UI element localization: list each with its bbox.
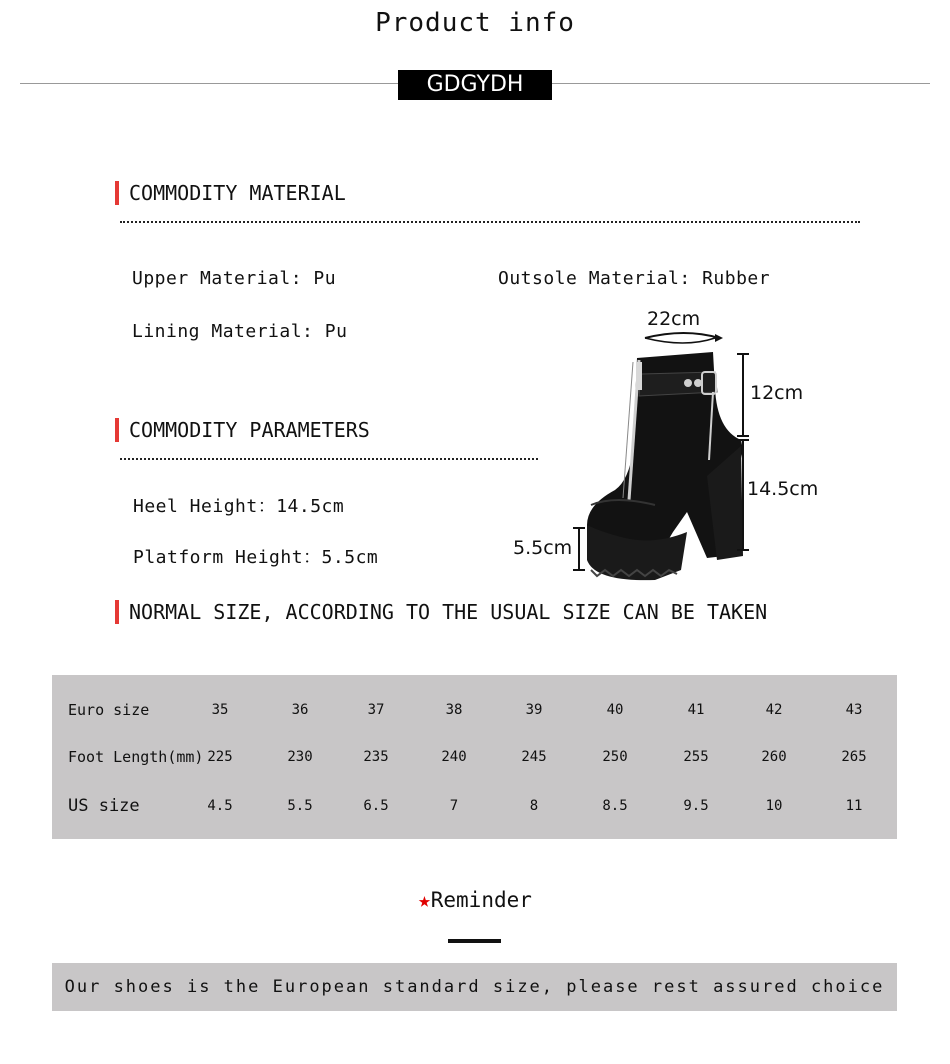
upper-material: Upper Material: Pu bbox=[132, 268, 337, 289]
platform-height: Platform Height：5.5cm bbox=[133, 547, 379, 568]
table-cell: 225 bbox=[207, 749, 233, 765]
material-divider bbox=[120, 221, 860, 223]
table-row bbox=[52, 742, 897, 772]
heel-height-label: 14.5cm bbox=[747, 478, 819, 500]
table-cell: 265 bbox=[841, 749, 867, 765]
reminder-heading bbox=[0, 888, 950, 912]
material-heading: COMMODITY MATERIAL bbox=[115, 181, 346, 205]
circumference-label: 22cm bbox=[647, 308, 701, 330]
table-cell: 11 bbox=[845, 798, 863, 814]
table-cell: 38 bbox=[445, 702, 463, 718]
table-cell: 39 bbox=[525, 702, 543, 718]
table-cell: 5.5 bbox=[287, 798, 313, 814]
page-title: Product info bbox=[375, 8, 575, 38]
table-cell: 10 bbox=[765, 798, 783, 814]
lining-material: Lining Material: Pu bbox=[132, 321, 348, 342]
parameters-heading: COMMODITY PARAMETERS bbox=[115, 418, 370, 442]
table-cell: 240 bbox=[441, 749, 467, 765]
outsole-material: Outsole Material: Rubber bbox=[498, 268, 771, 289]
table-cell: 6.5 bbox=[363, 798, 389, 814]
table-cell: 250 bbox=[602, 749, 628, 765]
row-label: Euro size bbox=[68, 701, 150, 719]
platform-height-label: 5.5cm bbox=[513, 537, 573, 559]
table-cell: 37 bbox=[367, 702, 385, 718]
star-icon: ★ bbox=[418, 888, 431, 912]
table-cell: 235 bbox=[363, 749, 389, 765]
parameters-divider bbox=[120, 458, 538, 460]
reminder-label: Reminder bbox=[430, 888, 532, 912]
table-cell: 36 bbox=[291, 702, 309, 718]
table-cell: 4.5 bbox=[207, 798, 233, 814]
reminder-underline bbox=[448, 939, 501, 943]
table-cell: 245 bbox=[521, 749, 547, 765]
size-note-heading: NORMAL SIZE, ACCORDING TO THE USUAL SIZE CAN BE TAKEN bbox=[115, 600, 767, 624]
heel-height: Heel Height：14.5cm bbox=[133, 496, 345, 517]
table-cell: 8.5 bbox=[602, 798, 628, 814]
row-label: US size bbox=[68, 796, 140, 816]
size-table bbox=[52, 675, 897, 839]
table-cell: 260 bbox=[761, 749, 787, 765]
table-cell: 35 bbox=[211, 702, 229, 718]
row-label: Foot Length(mm) bbox=[68, 748, 204, 766]
table-cell: 43 bbox=[845, 702, 863, 718]
shaft-height-label: 12cm bbox=[750, 382, 804, 404]
table-cell: 7 bbox=[449, 798, 459, 814]
table-cell: 42 bbox=[765, 702, 783, 718]
table-cell: 40 bbox=[606, 702, 624, 718]
brand-badge: GDGYDH bbox=[398, 70, 552, 100]
reminder-notice: Our shoes is the European standard size, please rest assured choice bbox=[52, 963, 897, 1011]
table-row bbox=[52, 695, 897, 725]
table-row bbox=[52, 791, 897, 821]
boot-illustration bbox=[505, 300, 835, 590]
table-cell: 8 bbox=[529, 798, 539, 814]
table-cell: 41 bbox=[687, 702, 705, 718]
table-cell: 9.5 bbox=[683, 798, 709, 814]
table-cell: 230 bbox=[287, 749, 313, 765]
table-cell: 255 bbox=[683, 749, 709, 765]
